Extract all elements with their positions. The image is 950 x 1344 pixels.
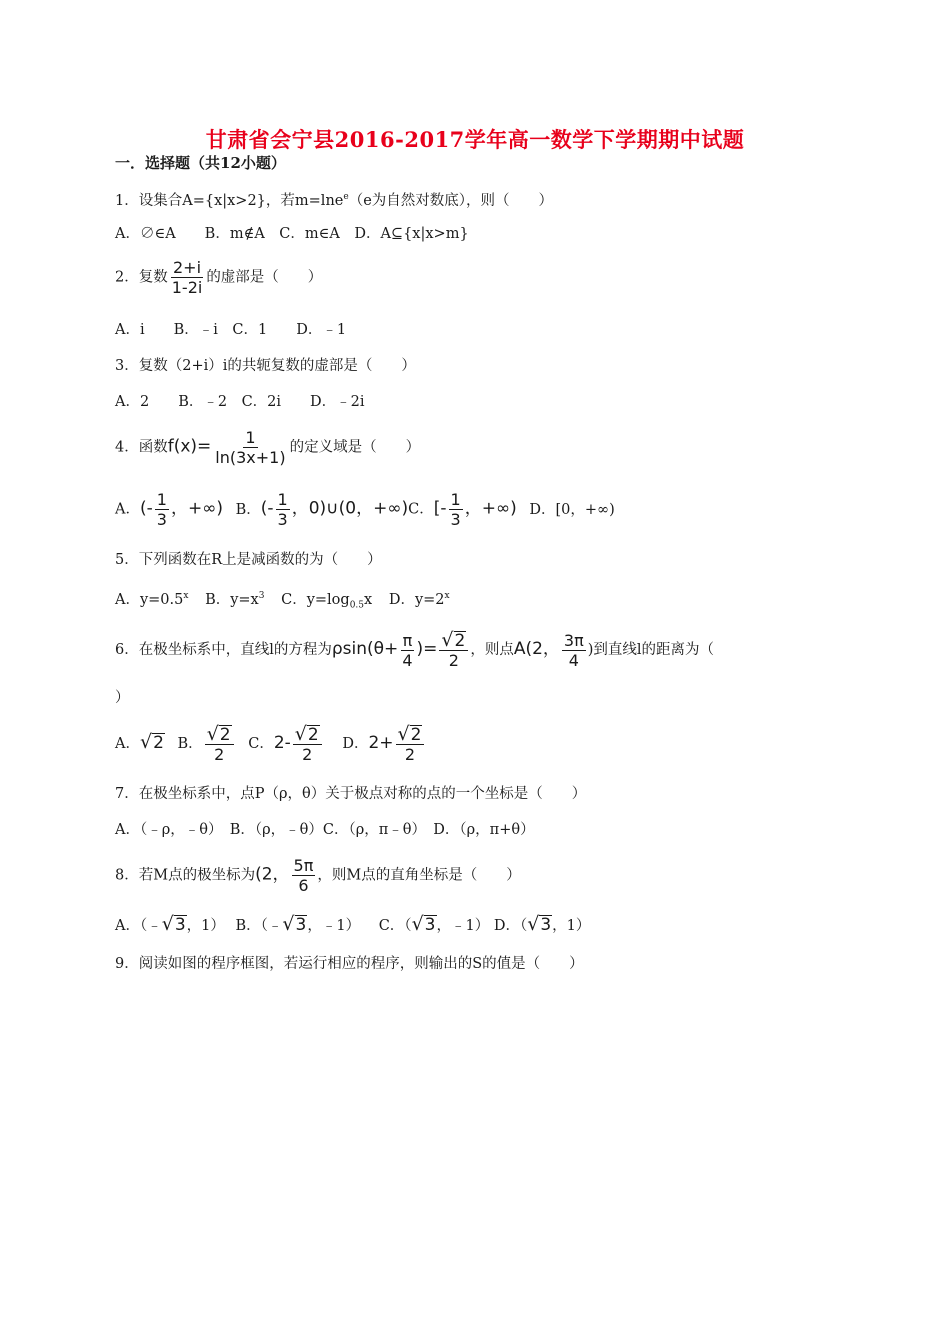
fraction: √ 2 2 — [205, 724, 234, 764]
fraction: √ 2 2 — [293, 724, 322, 764]
question-3-options: A．2 B．﹣2 C．2i D．﹣2i — [115, 394, 365, 410]
fraction: $\frac{1}{3}$ — [450, 490, 461, 529]
sqrt: √ 2 — [397, 723, 422, 745]
sqrt: √ 3 — [282, 913, 307, 935]
fraction: √ 2 2 — [439, 630, 468, 670]
fraction: $\frac{1}{\ln(3x+1)}$ — [215, 428, 286, 467]
question-5-options: A．$y=0.5^x$ B．$y=x^3$ C．$y=\log_{0.5}x$ D．$y=2^x$ — [115, 591, 450, 611]
fraction: √ 2 2 — [396, 724, 425, 764]
question-9-stem: 9．阅读如图的程序框图，若运行相应的程序，则输出的S的值是（ ） — [115, 956, 584, 972]
question-7-options: A．（﹣ρ，﹣θ） B．（ρ，﹣θ）C．（ρ，π﹣θ） D．（ρ，π+θ） — [115, 822, 535, 838]
question-4-options: A．(- $\frac{1}{3}$ ，+∞) B．(- $\frac{1}{3}$ ，0)∪(0，+∞)C．[- $\frac{1}{3}$ ，+∞) D．[0，+∞) — [115, 490, 615, 529]
question-6-options: A． √ 2 B． √ 2 2 C．2- √ 2 2 D．2+ √ 2 2 — [115, 724, 426, 764]
question-6-stem: 6．在极坐标系中，直线l的方程为ρsin(θ+ $\frac{\pi}{4}$ )= √ 2 2 ，则点A(2， $\frac{3\pi}{4}$ )到直线l的距离为（ — [115, 629, 715, 670]
fraction: $\frac{1}{3}$ — [156, 490, 167, 529]
fraction: $\frac{1}{3}$ — [277, 490, 288, 529]
question-5-stem: 5．下列函数在R上是减函数的为（ ） — [115, 552, 382, 568]
question-6-close: ） — [115, 690, 130, 706]
question-2-stem: 2．复数 $\frac{2+i}{1-2i}$ 的虚部是（ ） — [115, 258, 323, 297]
question-2-options: A．i B．﹣i C．1 D．﹣1 — [115, 322, 347, 338]
section-heading: 一．选择题（共12小题） — [115, 154, 286, 172]
sqrt: √ 3 — [527, 913, 552, 935]
page-title: 甘肃省会宁县2016-2017学年高一数学下学期期中试题 — [205, 127, 745, 152]
fraction: $\frac{2+i}{1-2i}$ — [171, 258, 203, 297]
sqrt: √ 2 — [441, 629, 466, 651]
question-8-options: A．（﹣ √ 3 ，1） B．（﹣ √ 3 ，﹣1） C．（ √ 3 ，﹣1） D．（ √ 3 ，1） — [115, 913, 591, 935]
sqrt: √ 3 — [161, 913, 186, 935]
question-8-stem: 8．若M点的极坐标为(2， $\frac{5\pi}{6}$ ，则M点的直角坐标是（ ） — [115, 856, 521, 895]
fraction: $\frac{\pi}{4}$ — [402, 630, 413, 670]
question-1-stem: 1．设集合A={x|x>2}，若m=lne$^e$（e为自然对数底），则（ ） — [115, 192, 554, 209]
sqrt: √ 2 — [206, 723, 231, 745]
sqrt: √ 3 — [411, 913, 436, 935]
fraction: $\frac{3\pi}{4}$ — [563, 630, 584, 670]
question-3-stem: 3．复数（2+i）i的共轭复数的虚部是（ ） — [115, 358, 416, 374]
sqrt: √ 2 — [139, 731, 164, 753]
fraction: $\frac{5\pi}{6}$ — [293, 856, 314, 895]
sqrt: √ 2 — [294, 723, 319, 745]
question-1-options: A．∅∈A B．m∉A C．m∈A D．A⊆{x|x>m} — [115, 226, 469, 242]
question-7-stem: 7．在极坐标系中，点P（ρ，θ）关于极点对称的点的一个坐标是（ ） — [115, 786, 587, 802]
question-4-stem: 4．函数f(x)= $\frac{1}{\ln(3x+1)}$ 的定义域是（ ） — [115, 428, 421, 467]
